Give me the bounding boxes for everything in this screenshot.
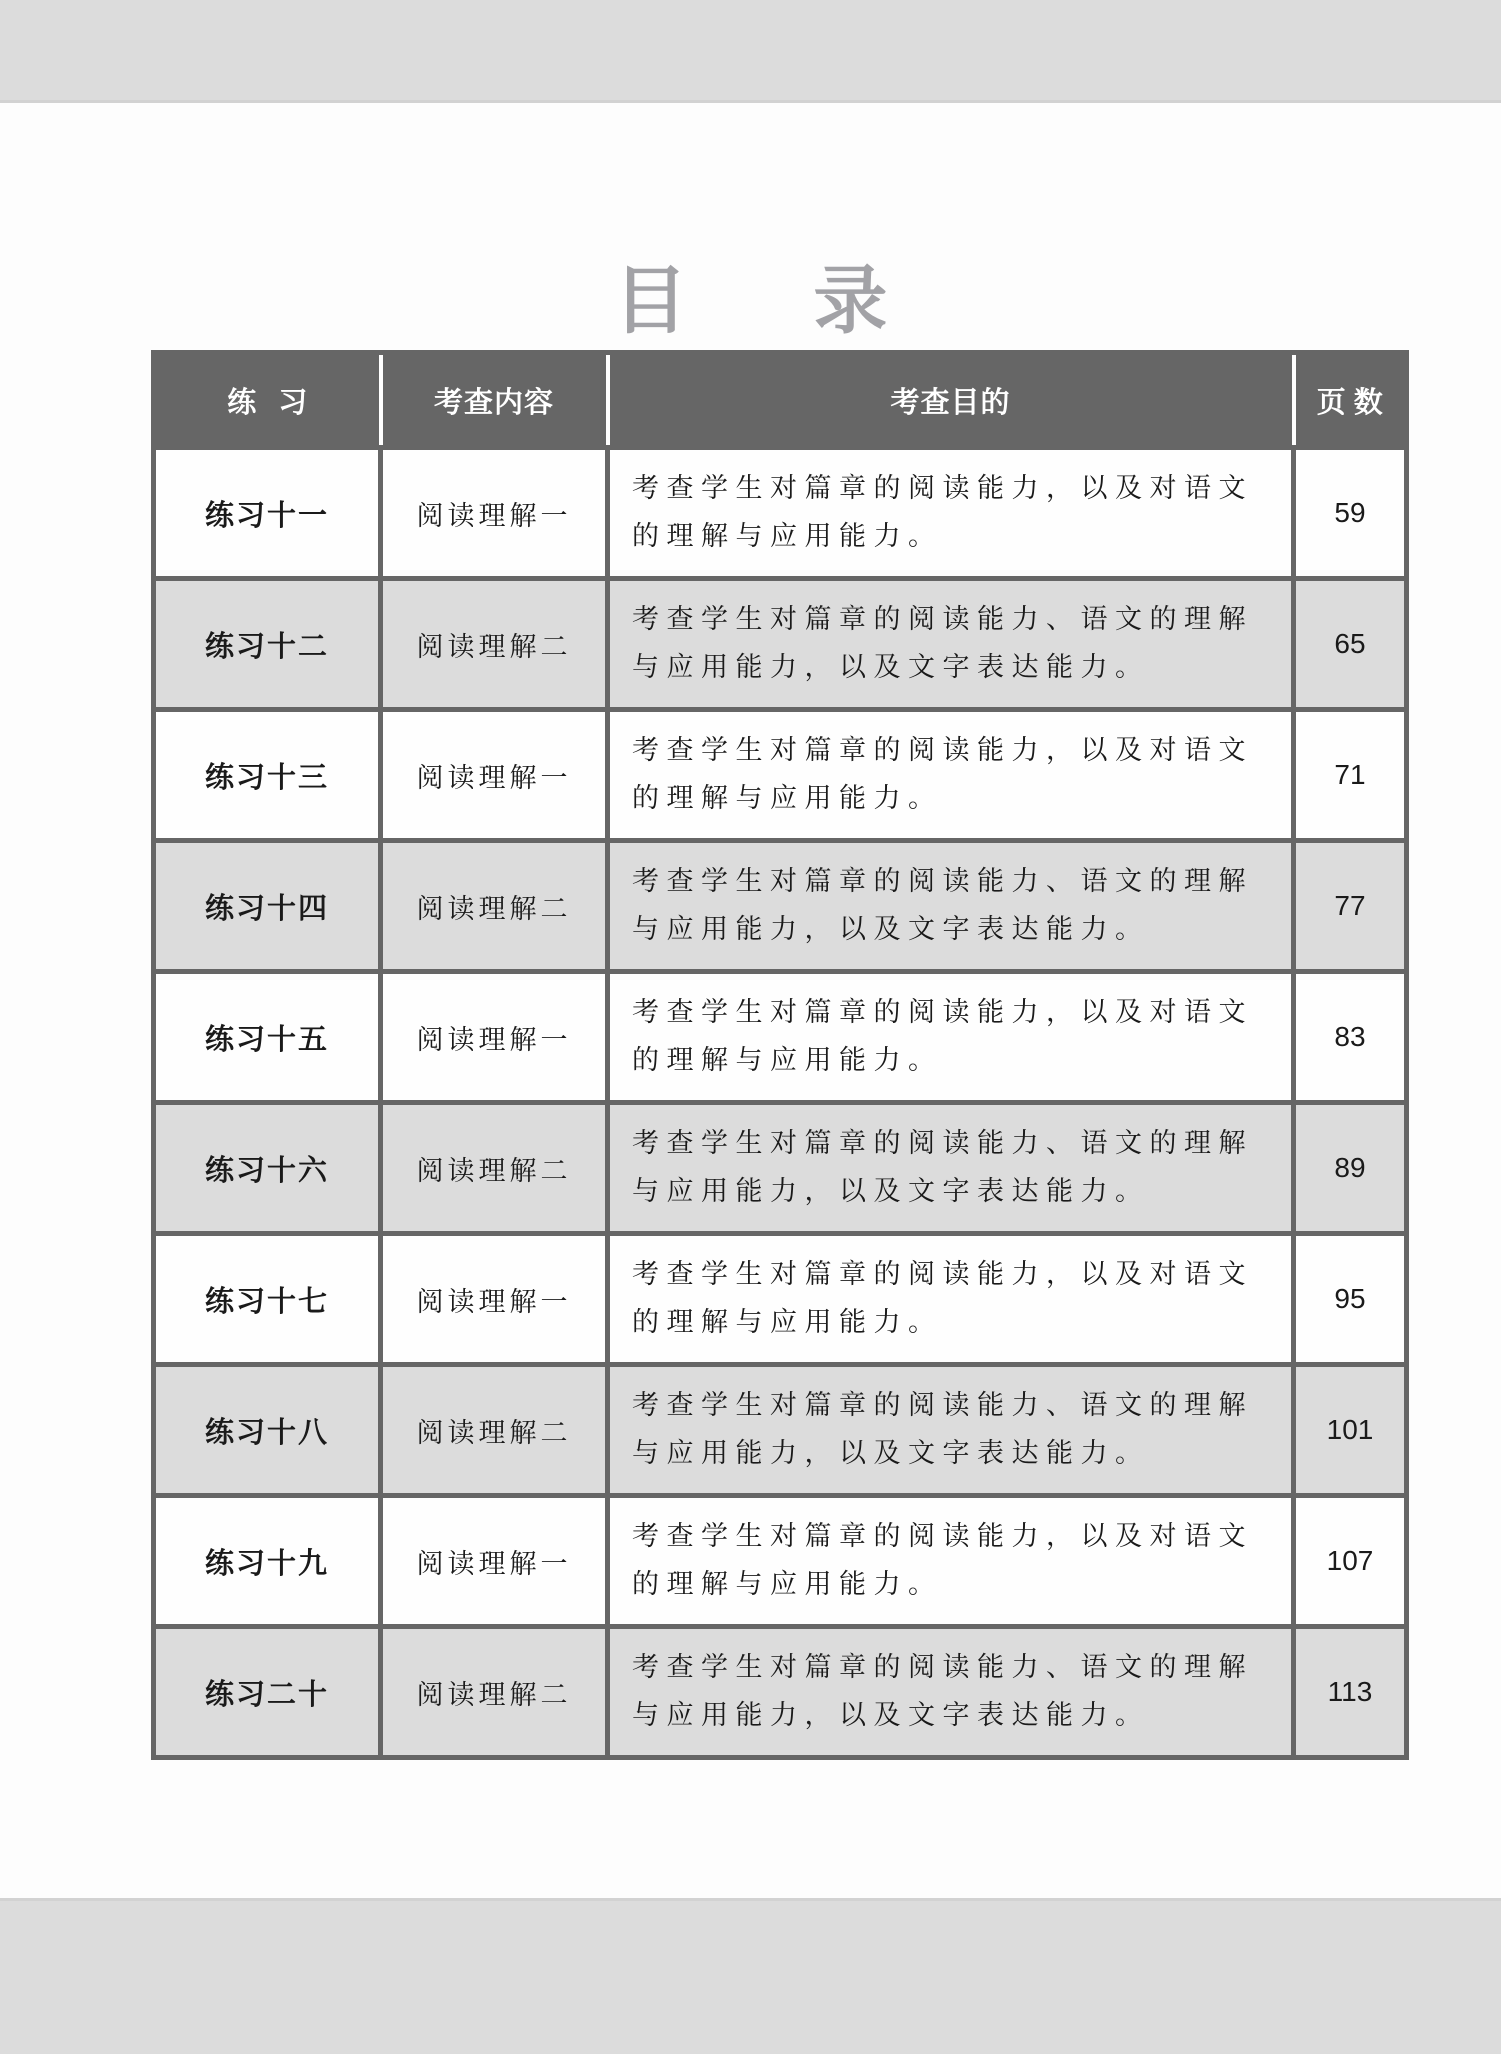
bottom-page-band: [0, 1898, 1501, 2054]
top-page-band: [0, 0, 1501, 103]
exercise-cell: 练习十三: [154, 710, 381, 841]
page-number-cell: 113: [1294, 1627, 1407, 1758]
page-number-cell: 95: [1294, 1234, 1407, 1365]
purpose-cell: 考查学生对篇章的阅读能力、语文的理解与应用能力，以及文字表达能力。: [608, 1103, 1294, 1234]
table-row: [154, 1234, 1407, 1365]
header-content: 考查内容: [381, 353, 608, 448]
purpose-cell: 考查学生对篇章的阅读能力、语文的理解与应用能力，以及文字表达能力。: [608, 1627, 1294, 1758]
page-number-cell: 107: [1294, 1496, 1407, 1627]
content-cell: 阅读理解二: [381, 1365, 608, 1496]
purpose-cell: 考查学生对篇章的阅读能力、语文的理解与应用能力，以及文字表达能力。: [608, 841, 1294, 972]
purpose-cell: 考查学生对篇章的阅读能力，以及对语文的理解与应用能力。: [608, 1496, 1294, 1627]
page-number-cell: 101: [1294, 1365, 1407, 1496]
purpose-cell: 考查学生对篇章的阅读能力、语文的理解与应用能力，以及文字表达能力。: [608, 1365, 1294, 1496]
exercise-cell: 练习十九: [154, 1496, 381, 1627]
content-cell: 阅读理解一: [381, 972, 608, 1103]
page-number-cell: 89: [1294, 1103, 1407, 1234]
exercise-cell: 练习十八: [154, 1365, 381, 1496]
content-cell: 阅读理解一: [381, 448, 608, 579]
table-header-row: [154, 353, 1407, 448]
page-number-cell: 77: [1294, 841, 1407, 972]
content-cell: 阅读理解一: [381, 1234, 608, 1365]
content-cell: 阅读理解二: [381, 841, 608, 972]
table-row: [154, 841, 1407, 972]
purpose-cell: 考查学生对篇章的阅读能力，以及对语文的理解与应用能力。: [608, 1234, 1294, 1365]
exercise-cell: 练习二十: [154, 1627, 381, 1758]
table-row: [154, 579, 1407, 710]
exercise-cell: 练习十二: [154, 579, 381, 710]
page-number-cell: 65: [1294, 579, 1407, 710]
content-cell: 阅读理解二: [381, 1103, 608, 1234]
exercise-cell: 练习十五: [154, 972, 381, 1103]
exercise-cell: 练习十四: [154, 841, 381, 972]
table-row: [154, 1365, 1407, 1496]
content-cell: 阅读理解一: [381, 1496, 608, 1627]
header-exercise: 练习: [154, 353, 381, 448]
table-row: [154, 448, 1407, 579]
page-number-cell: 59: [1294, 448, 1407, 579]
header-page: 页数: [1294, 353, 1407, 448]
page-number-cell: 83: [1294, 972, 1407, 1103]
purpose-cell: 考查学生对篇章的阅读能力，以及对语文的理解与应用能力。: [608, 972, 1294, 1103]
table-row: [154, 1496, 1407, 1627]
purpose-cell: 考查学生对篇章的阅读能力，以及对语文的理解与应用能力。: [608, 710, 1294, 841]
table-row: [154, 972, 1407, 1103]
page-title: 目 录: [613, 257, 938, 344]
content-cell: 阅读理解二: [381, 579, 608, 710]
table-row: [154, 1103, 1407, 1234]
header-purpose: 考查目的: [608, 353, 1294, 448]
exercise-cell: 练习十六: [154, 1103, 381, 1234]
exercise-cell: 练习十七: [154, 1234, 381, 1365]
table-of-contents: [151, 350, 1409, 1760]
table-row: [154, 710, 1407, 841]
purpose-cell: 考查学生对篇章的阅读能力，以及对语文的理解与应用能力。: [608, 448, 1294, 579]
content-cell: 阅读理解一: [381, 710, 608, 841]
table-row: [154, 1627, 1407, 1758]
content-cell: 阅读理解二: [381, 1627, 608, 1758]
exercise-cell: 练习十一: [154, 448, 381, 579]
page-number-cell: 71: [1294, 710, 1407, 841]
purpose-cell: 考查学生对篇章的阅读能力、语文的理解与应用能力，以及文字表达能力。: [608, 579, 1294, 710]
